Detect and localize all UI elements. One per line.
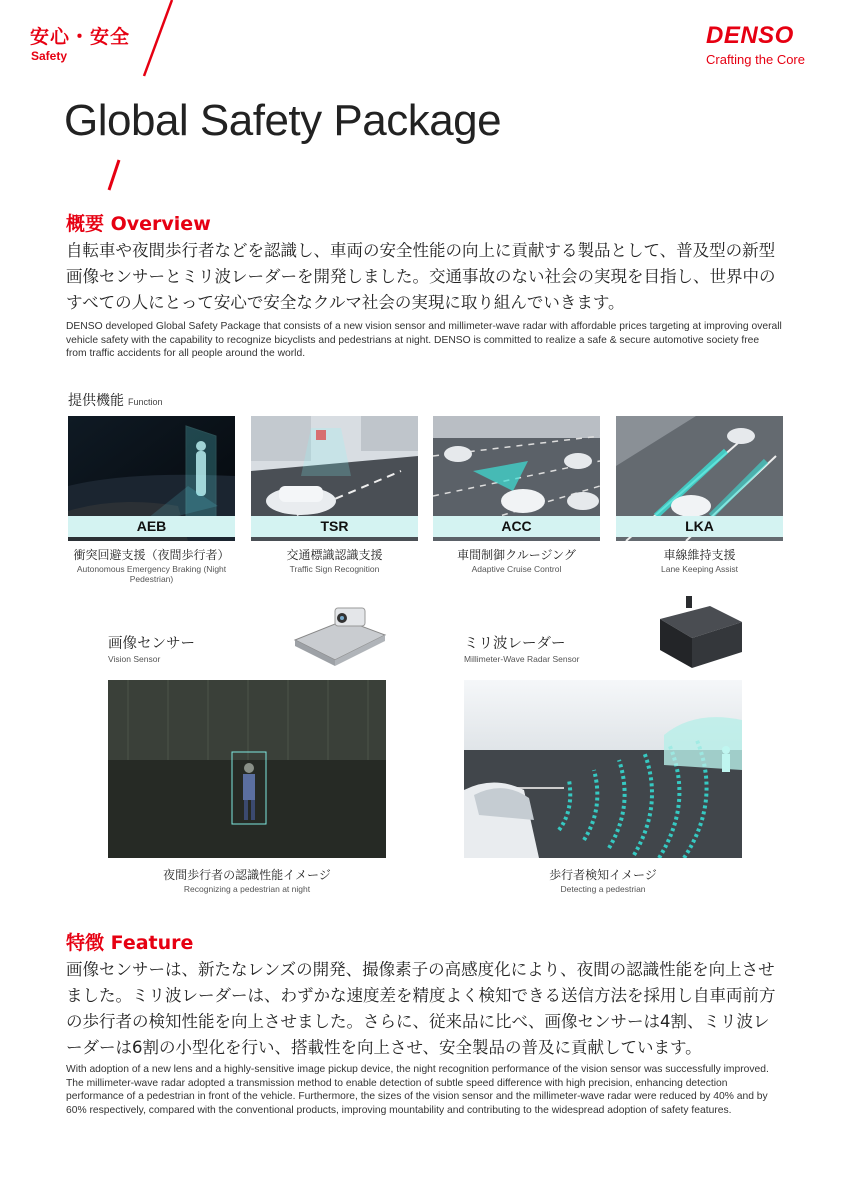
function-name-en-lka: Lane Keeping Assist: [660, 564, 739, 574]
vision-sensor-subtitle: Vision Sensor: [108, 654, 161, 664]
function-heading-en: Function: [128, 397, 163, 407]
function-heading-jp: 提供機能: [68, 393, 124, 409]
radar-caption-jp: 歩行者検知イメージ: [549, 868, 657, 882]
overview-text-jp: 自転車や夜間歩行者などを認識し、車両の安全性能の向上に貢献する製品として、普及型の新型画像センサーとミリ波レーダーを開発しました。交通事故のない社会の実現を目指し、世界中のすべての人にとって安心で安全なクルマ社会の実現に取り組んでいきます。: [66, 241, 776, 312]
vision-caption-en: Recognizing a pedestrian at night: [183, 884, 311, 894]
brand-tagline: Crafting the Core: [706, 52, 805, 67]
radar-sensor-title: ミリ波レーダー: [464, 636, 566, 652]
radar-caption-en: Detecting a pedestrian: [560, 884, 646, 894]
category-label-en: Safety: [31, 49, 68, 63]
decorative-slash-small: [104, 158, 124, 192]
pedestrian-detection-photo: [464, 680, 742, 858]
function-heading: [68, 390, 163, 410]
function-name-jp-lka: 車線維持支援: [663, 548, 736, 562]
function-code-lka: LKA: [616, 516, 783, 537]
night-pedestrian-photo: [108, 680, 386, 858]
function-code-aeb: AEB: [68, 516, 235, 537]
page-title: Global Safety Package: [64, 96, 502, 145]
function-name-jp-tsr: 交通標識認識支援: [286, 548, 383, 562]
function-tile-lka: [616, 416, 783, 541]
vision-sensor-title: 画像センサー: [108, 636, 195, 652]
category-label-jp: 安心・安全: [30, 26, 131, 48]
function-code-tsr: TSR: [251, 516, 418, 537]
function-name-en-acc: Adaptive Cruise Control: [471, 564, 562, 574]
vision-sensor-product-image: [290, 600, 390, 670]
function-code-acc: ACC: [433, 516, 600, 537]
function-tile-acc: [433, 416, 600, 541]
denso-logo: DENSO: [706, 22, 794, 49]
vision-caption-jp: 夜間歩行者の認識性能イメージ: [163, 868, 331, 882]
feature-heading: 特徴 Feature: [66, 932, 194, 954]
night-pedestrian-illustration: [108, 680, 386, 858]
overview-text-en: DENSO developed Global Safety Package that consists of a new vision sensor and millimeter-wave radar with affordable prices targeting at improving overall vehicle safety with the capability to recognize bicyclists and pedestrians at night. DENSO is committed to realize a safe & secure automotive society free from traffic accidents for all people around the world.: [66, 321, 782, 359]
function-tile-tsr: [251, 416, 418, 541]
radar-sensor-subtitle: Millimeter-Wave Radar Sensor: [464, 654, 580, 664]
function-name-en-tsr: Traffic Sign Recognition: [289, 564, 380, 574]
feature-text-en: With adoption of a new lens and a highly-sensitive image pickup device, the night recognition performance of the vision sensor was successfully improved. The millimeter-wave radar adopted a transmission method to enable detection of subtle speed difference with high precision, enhancing detection performance of a pedestrian in front of the vehicle. Furthermore, the sizes of the vision sensor and the millimeter-wave radar were reduced by 40% and by 60% respectively, compared with the conventional products, improving mountability and contributing to the widespread adoption of safety features.: [66, 1064, 769, 1116]
radar-detection-illustration: [464, 680, 742, 858]
function-tile-aeb: [68, 416, 235, 541]
feature-text-jp: 画像センサーは、新たなレンズの開発、撮像素子の高感度化により、夜間の認識性能を向上させました。ミリ波レーダーは、わずかな速度差を精度よく検知できる送信方法を採用し自車両前方の歩行者の検知性能を向上させました。さらに、従来品に比べ、画像センサーは4割、ミリ波レーダーは6割の小型化を行い、搭載性を向上させ、安全製品の普及に貢献しています。: [66, 960, 776, 1057]
radar-sensor-product-image: [650, 594, 746, 674]
function-name-en-aeb: Autonomous Emergency Braking (Night Pedestrian): [76, 564, 227, 584]
decorative-slash: [138, 0, 178, 80]
overview-heading: 概要 Overview: [66, 213, 211, 235]
function-name-jp-acc: 車間制御クルージング: [457, 548, 576, 562]
function-name-jp-aeb: 衝突回避支援（夜間歩行者）: [73, 548, 230, 562]
